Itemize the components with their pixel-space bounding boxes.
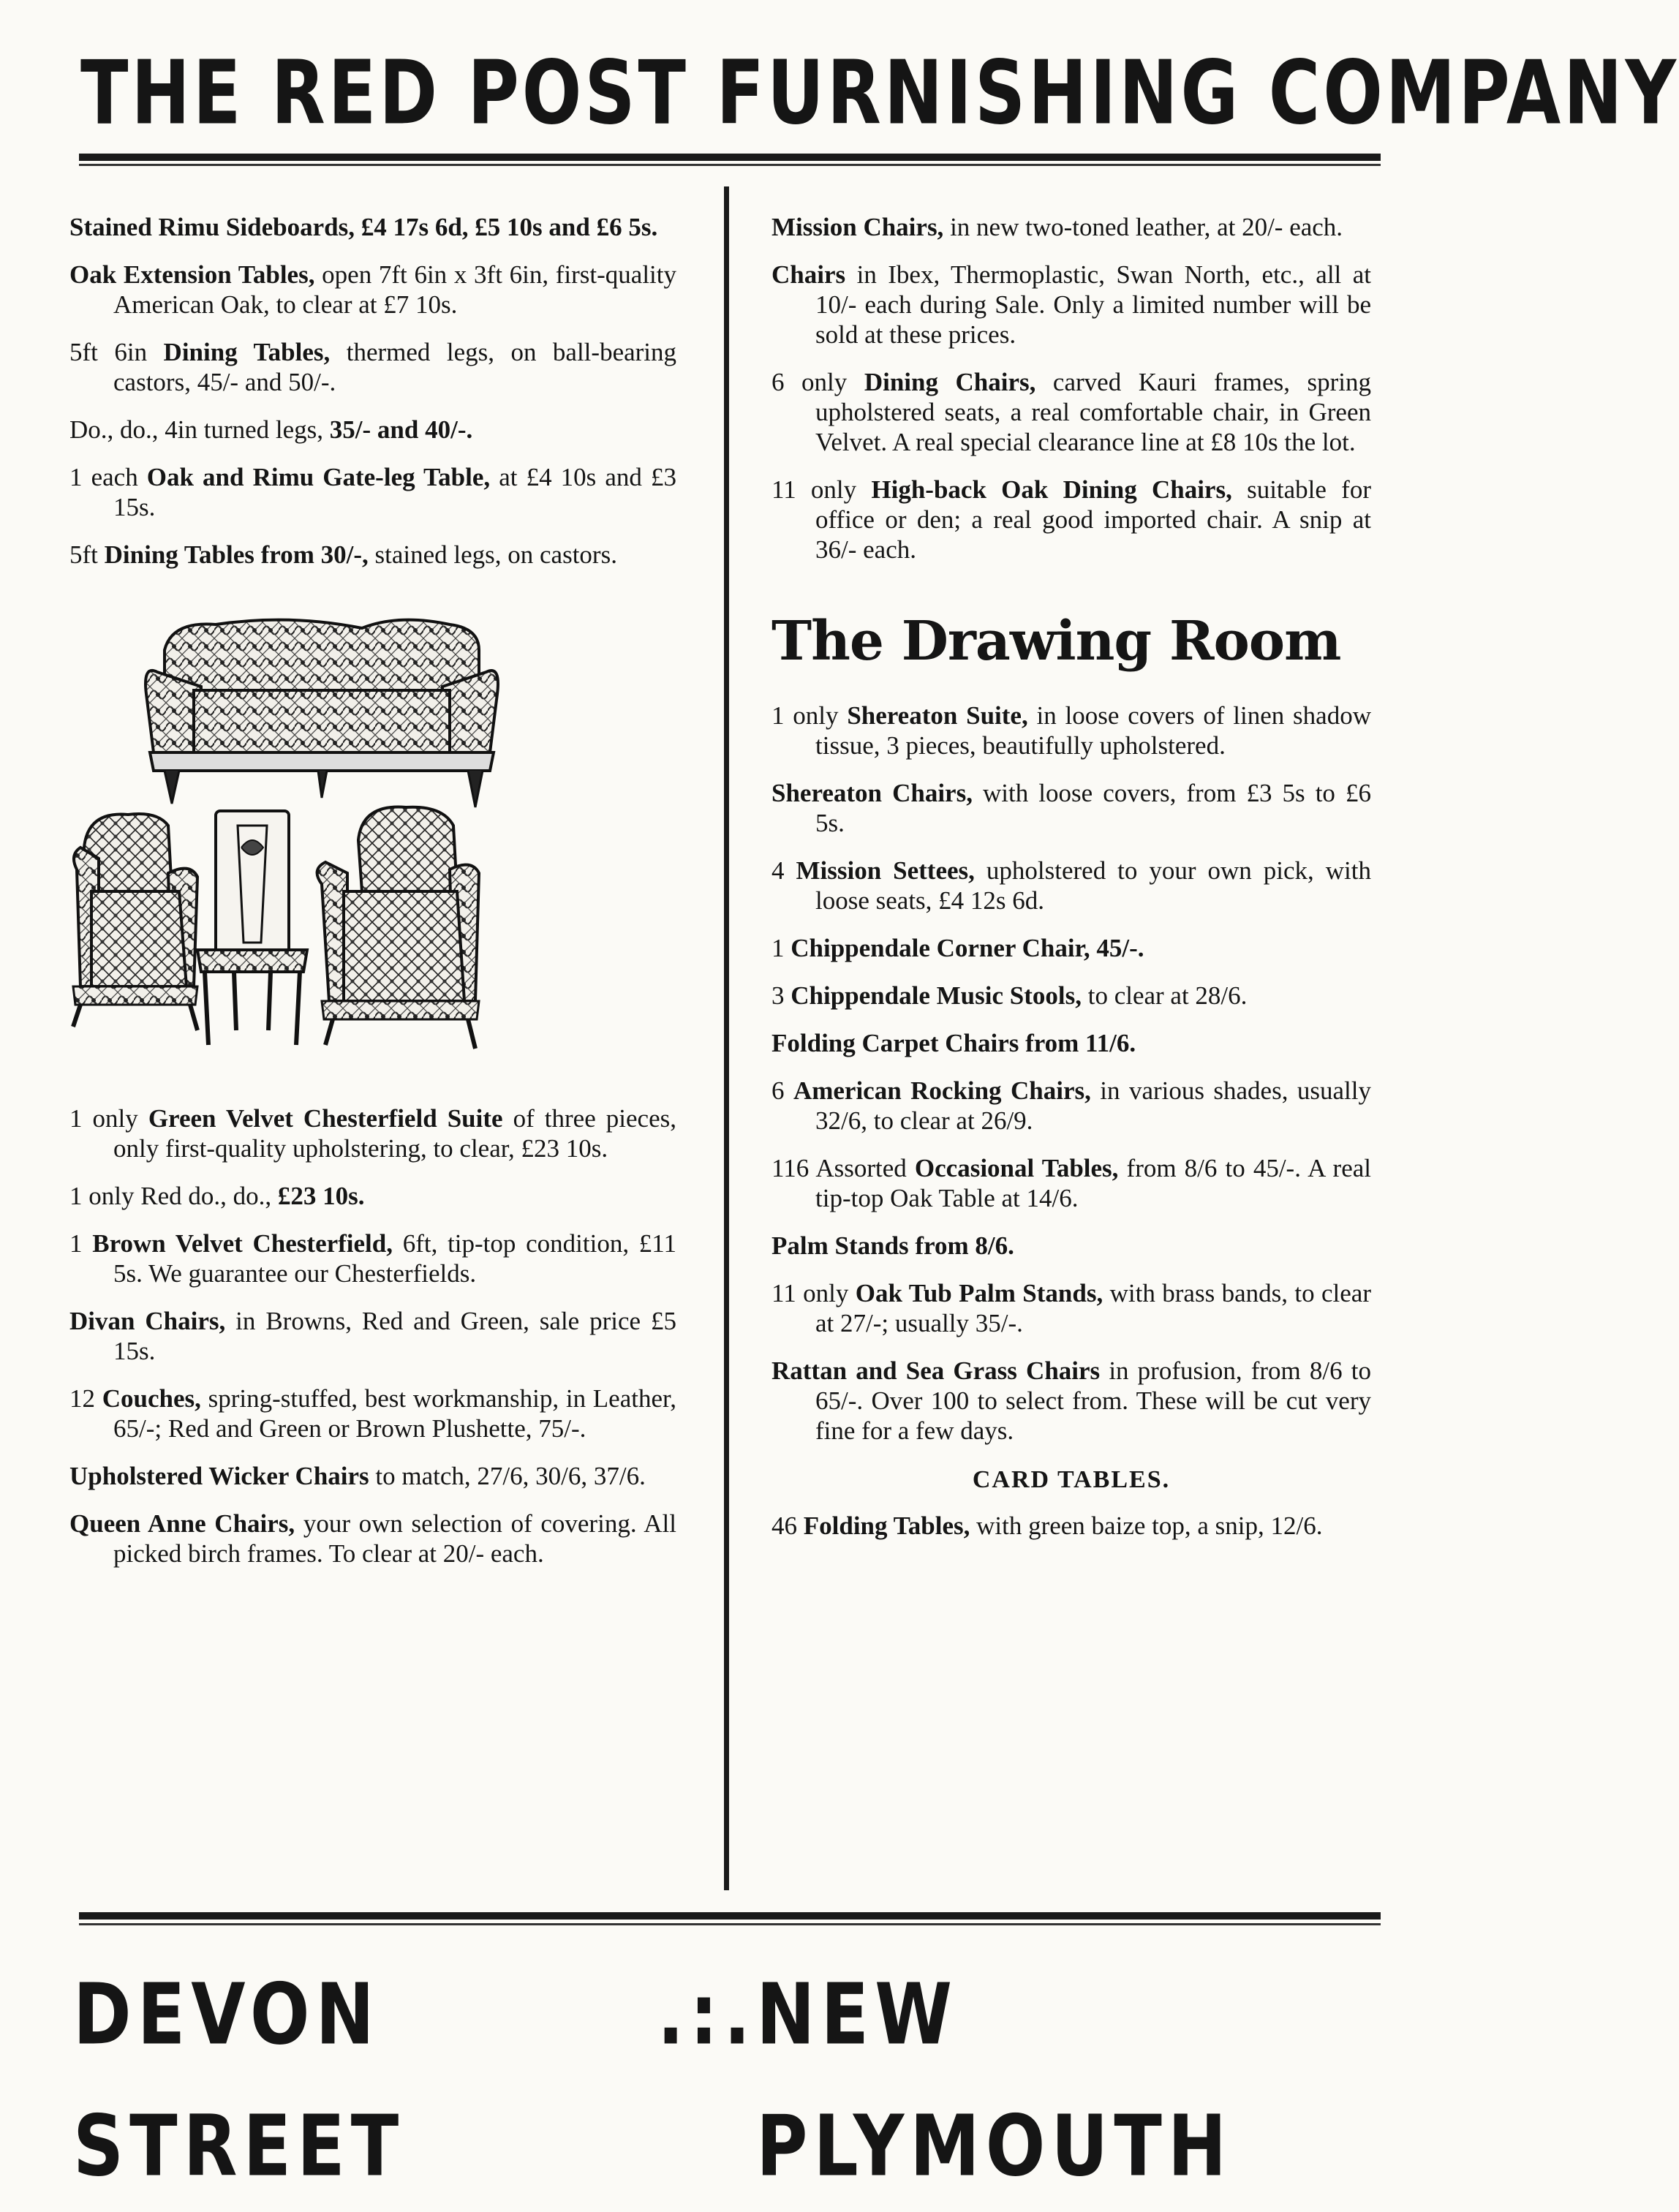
listing-item (69, 212, 676, 242)
listing-item (771, 1076, 1371, 1136)
armchair-right-drawing (317, 807, 479, 1049)
section-title-drawing-room: The Drawing Room (771, 610, 1341, 673)
listing-detail: at £4 10s and £3 15s. (113, 463, 677, 521)
listing-name: Chippendale Music Stools, (791, 981, 1082, 1010)
listing-name: Dining Tables from 30/-, (104, 540, 369, 569)
listing-item (771, 778, 1371, 838)
listing-prefix: 6 only (771, 368, 864, 396)
masthead-text: THE RED POST FURNISHING COMPANY (80, 42, 1679, 144)
listing-item (771, 1511, 1371, 1541)
right-column (771, 212, 1371, 1558)
furniture-illustration (69, 606, 676, 1074)
listing-detail: with green baize top, a snip, 12/6. (970, 1511, 1323, 1540)
listing-item (69, 1228, 676, 1288)
listing-name: Divan Chairs, (69, 1307, 226, 1335)
listing-item (771, 981, 1371, 1011)
listing-prefix: 3 (771, 981, 791, 1010)
listing-detail: of three pieces, only first-quality upholstering, to clear, £23 10s. (113, 1104, 676, 1163)
listing-detail: in Ibex, Thermoplastic, Swan North, etc., all at 10/- each during Sale. Only a limited number will be sold at these prices. (815, 260, 1371, 349)
listing-item (771, 1153, 1371, 1213)
listing-detail: in various shades, usually 32/6, to clear at 26/9. (815, 1076, 1371, 1135)
listing-name: 35/- and 40/-. (329, 415, 473, 444)
listing-item (771, 260, 1371, 350)
listing-detail: spring-stuffed, best workmanship, in Leather, 65/-; Red and Green or Brown Plushette, 75/-. (113, 1384, 677, 1443)
listing-detail: suitable for office or den; a real good imported chair. A snip at 36/- each. (815, 475, 1371, 564)
listing-item (771, 475, 1371, 565)
listing-name: Brown Velvet Chesterfield, (92, 1229, 393, 1258)
listing-item (69, 415, 676, 445)
listing-name: £23 10s. (277, 1182, 365, 1210)
listing-item (69, 1306, 676, 1366)
right-items-top (771, 212, 1371, 565)
listing-item (771, 701, 1371, 760)
footer-town: NEW PLYMOUTH (756, 1965, 1233, 2196)
furniture-engraving-icon (69, 606, 676, 1074)
chesterfield-sofa-drawing (146, 620, 498, 807)
listing-name: Rattan and Sea Grass Chairs (771, 1356, 1101, 1385)
listing-item (771, 1356, 1371, 1446)
listing-detail: with brass bands, to clear at 27/-; usually 35/-. (815, 1279, 1371, 1337)
listing-name: Oak Tub Palm Stands, (855, 1279, 1103, 1307)
listing-detail: upholstered to your own pick, with loose seats, £4 12s 6d. (815, 856, 1371, 915)
listing-prefix: 5ft (69, 540, 105, 569)
listing-name: Upholstered Wicker Chairs (69, 1462, 369, 1490)
listing-name: Stained Rimu Sideboards, £4 17s 6d, £5 10s and £6 5s. (69, 213, 658, 241)
bottom-rule-thin (79, 1923, 1381, 1925)
listing-item (69, 1384, 676, 1443)
left-items-top (69, 212, 676, 570)
top-rule (79, 154, 1381, 161)
listing-item (69, 1509, 676, 1569)
column-divider (724, 186, 729, 1890)
listing-item (69, 1181, 676, 1211)
listing-name: Folding Tables, (803, 1511, 970, 1540)
listing-name: High-back Oak Dining Chairs, (871, 475, 1232, 504)
listing-item (771, 1028, 1371, 1058)
listing-detail: stained legs, on castors. (368, 540, 617, 569)
listing-name: Oak Extension Tables, (69, 260, 315, 289)
drawing-room-items (771, 701, 1371, 1446)
listing-detail: 6ft, tip-top condition, £11 5s. We guarantee our Chesterfields. (113, 1229, 676, 1288)
listing-prefix: 11 only (771, 1279, 856, 1307)
listing-prefix: 12 (69, 1384, 102, 1413)
listing-prefix: 11 only (771, 475, 872, 504)
listing-item (69, 1461, 676, 1491)
listing-prefix: 1 (771, 934, 791, 962)
listing-detail: open 7ft 6in x 3ft 6in, first-quality American Oak, to clear at £7 10s. (113, 260, 677, 319)
footer-street: DEVON STREET (73, 1965, 405, 2196)
listing-detail: in Browns, Red and Green, sale price £5 15s. (113, 1307, 676, 1365)
listing-name: Occasional Tables, (914, 1154, 1119, 1182)
listing-item (69, 1103, 676, 1163)
listing-prefix: 1 only (69, 1104, 148, 1133)
footer-separator: .:. (657, 1965, 757, 2064)
listing-name: Dining Tables, (163, 338, 331, 366)
listing-item (771, 367, 1371, 457)
listing-detail: your own selection of covering. All picked birch frames. To clear at 20/- each. (113, 1509, 676, 1568)
listing-prefix: 4 (771, 856, 796, 885)
listing-item (69, 462, 676, 522)
listing-detail: from 8/6 to 45/-. A real tip-top Oak Table at 14/6. (815, 1154, 1372, 1212)
bottom-rule (79, 1912, 1381, 1920)
listing-detail: to clear at 28/6. (1081, 981, 1248, 1010)
listing-prefix: 1 only Red do., do., (69, 1182, 278, 1210)
listing-item (771, 212, 1371, 242)
listing-prefix: Do., do., 4in turned legs, (69, 415, 330, 444)
listing-detail: in loose covers of linen shadow tissue, 3 pieces, beautifully upholstered. (815, 701, 1371, 760)
listing-name: Couches, (102, 1384, 201, 1413)
listing-detail: with loose covers, from £3 5s to £6 5s. (815, 779, 1371, 837)
listing-item (69, 540, 676, 570)
listing-name: Folding Carpet Chairs from 11/6. (771, 1029, 1136, 1057)
listing-prefix: 6 (771, 1076, 793, 1105)
listing-item (69, 337, 676, 397)
listing-prefix: 116 Assorted (771, 1154, 915, 1182)
listing-item (771, 1278, 1371, 1338)
listing-name: American Rocking Chairs, (793, 1076, 1091, 1105)
listing-detail: carved Kauri frames, spring upholstered seats, a real comfortable chair, in Green Velvet. A real special clearance line at £8 10s the lot. (815, 368, 1371, 456)
listing-name: Shereaton Suite, (847, 701, 1028, 730)
listing-item (69, 260, 676, 320)
listing-detail: thermed legs, on ball-bearing castors, 45/- and 50/-. (113, 338, 677, 396)
listing-name: Chairs (771, 260, 846, 289)
left-column (69, 212, 676, 1586)
listing-name: Chippendale Corner Chair, 45/-. (791, 934, 1144, 962)
listing-detail: in profusion, from 8/6 to 65/-. Over 100 to select from. These will be cut very fine for a few days. (815, 1356, 1371, 1445)
listing-name: Shereaton Chairs, (771, 779, 973, 807)
listing-name: Dining Chairs, (864, 368, 1036, 396)
footer-address (73, 1949, 1375, 2196)
listing-item (771, 856, 1371, 916)
listing-prefix: 5ft 6in (69, 338, 164, 366)
listing-prefix: 1 only (771, 701, 848, 730)
listing-prefix: 1 (69, 1229, 93, 1258)
listing-prefix: 46 (771, 1511, 804, 1540)
listing-item (771, 1231, 1371, 1261)
left-items-bottom (69, 1103, 676, 1569)
top-rule-thin (79, 164, 1381, 166)
listing-name: Mission Chairs, (771, 213, 944, 241)
listing-detail: in new two-toned leather, at 20/- each. (943, 213, 1343, 241)
listing-name: Queen Anne Chairs, (69, 1509, 295, 1538)
card-tables-items (771, 1511, 1371, 1541)
listing-name: Oak and Rimu Gate-leg Table, (146, 463, 491, 491)
masthead-title (80, 24, 1679, 162)
armchair-left-drawing (73, 814, 197, 1030)
listing-name: Green Velvet Chesterfield Suite (148, 1104, 503, 1133)
listing-name: Palm Stands from 8/6. (771, 1231, 1014, 1260)
listing-name: Mission Settees, (796, 856, 975, 885)
side-chair-drawing (197, 811, 307, 1045)
listing-detail: to match, 27/6, 30/6, 37/6. (369, 1462, 646, 1490)
listing-prefix: 1 each (69, 463, 147, 491)
listing-item (771, 933, 1371, 963)
card-tables-subhead: CARD TABLES. (972, 1466, 1171, 1493)
